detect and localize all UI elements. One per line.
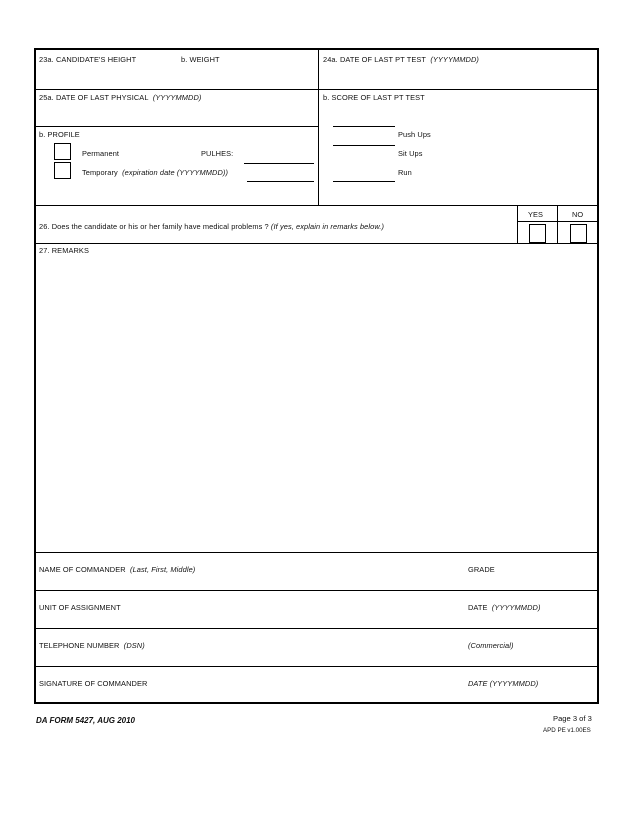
telephone-label: TELEPHONE NUMBER (DSN) bbox=[39, 641, 145, 650]
row-divider bbox=[36, 628, 597, 629]
row-divider bbox=[36, 552, 597, 553]
signature-date-label: DATE (YYYYMMDD) bbox=[468, 679, 539, 688]
page-number: Page 3 of 3 bbox=[553, 714, 592, 723]
profile-label: b. PROFILE bbox=[39, 130, 80, 139]
remarks-area[interactable] bbox=[38, 258, 594, 548]
yes-no-header-divider bbox=[517, 221, 597, 222]
candidate-height-label: 23a. CANDIDATE'S HEIGHT bbox=[39, 55, 137, 64]
column-divider bbox=[318, 50, 319, 205]
last-pt-test-date-label: 24a. DATE OF LAST PT TEST (YYYYMMDD) bbox=[323, 55, 479, 64]
situps-field[interactable] bbox=[333, 145, 395, 146]
medical-problems-question: 26. Does the candidate or his or her family have medical problems ? (If yes, explain in remarks below.) bbox=[39, 222, 385, 231]
last-physical-date-label: 25a. DATE OF LAST PHYSICAL (YYYYMMDD) bbox=[39, 93, 202, 102]
commercial-label: (Commercial) bbox=[468, 641, 514, 650]
row-divider bbox=[36, 205, 597, 206]
unit-date-label: DATE (YYYYMMDD) bbox=[468, 603, 541, 612]
row-divider bbox=[36, 243, 597, 244]
grade-label: GRADE bbox=[468, 565, 495, 574]
commander-name-label: NAME OF COMMANDER (Last, First, Middle) bbox=[39, 565, 196, 574]
pushups-field[interactable] bbox=[333, 126, 395, 127]
remarks-label: 27. REMARKS bbox=[39, 246, 89, 255]
no-checkbox[interactable] bbox=[570, 224, 587, 243]
no-header: NO bbox=[572, 210, 584, 219]
pulhes-field[interactable] bbox=[244, 163, 314, 164]
pt-score-label: b. SCORE OF LAST PT TEST bbox=[323, 93, 425, 102]
permanent-label: Permanent bbox=[82, 149, 120, 158]
signature-label: SIGNATURE OF COMMANDER bbox=[39, 679, 148, 688]
run-label: Run bbox=[398, 168, 412, 177]
yes-column-divider bbox=[517, 205, 518, 243]
row-divider bbox=[36, 590, 597, 591]
row-divider bbox=[36, 126, 318, 127]
form-identifier: DA FORM 5427, AUG 2010 bbox=[36, 716, 135, 725]
weight-label: b. WEIGHT bbox=[181, 55, 220, 64]
pushups-label: Push Ups bbox=[398, 130, 431, 139]
unit-of-assignment-label: UNIT OF ASSIGNMENT bbox=[39, 603, 121, 612]
yes-checkbox[interactable] bbox=[529, 224, 546, 243]
row-divider bbox=[36, 89, 597, 90]
run-field[interactable] bbox=[333, 181, 395, 182]
temporary-checkbox[interactable] bbox=[54, 162, 71, 179]
row-divider bbox=[36, 666, 597, 667]
pulhes-label: PULHES: bbox=[201, 149, 234, 158]
permanent-checkbox[interactable] bbox=[54, 143, 71, 160]
yes-header: YES bbox=[528, 210, 544, 219]
no-column-divider bbox=[557, 205, 558, 243]
version-label: APD PE v1.00ES bbox=[543, 727, 591, 734]
expiration-date-field[interactable] bbox=[247, 181, 314, 182]
da-form-5427 bbox=[34, 48, 599, 704]
temporary-label: Temporary (expiration date (YYYYMMDD)) bbox=[82, 168, 229, 177]
situps-label: Sit Ups bbox=[398, 149, 423, 158]
